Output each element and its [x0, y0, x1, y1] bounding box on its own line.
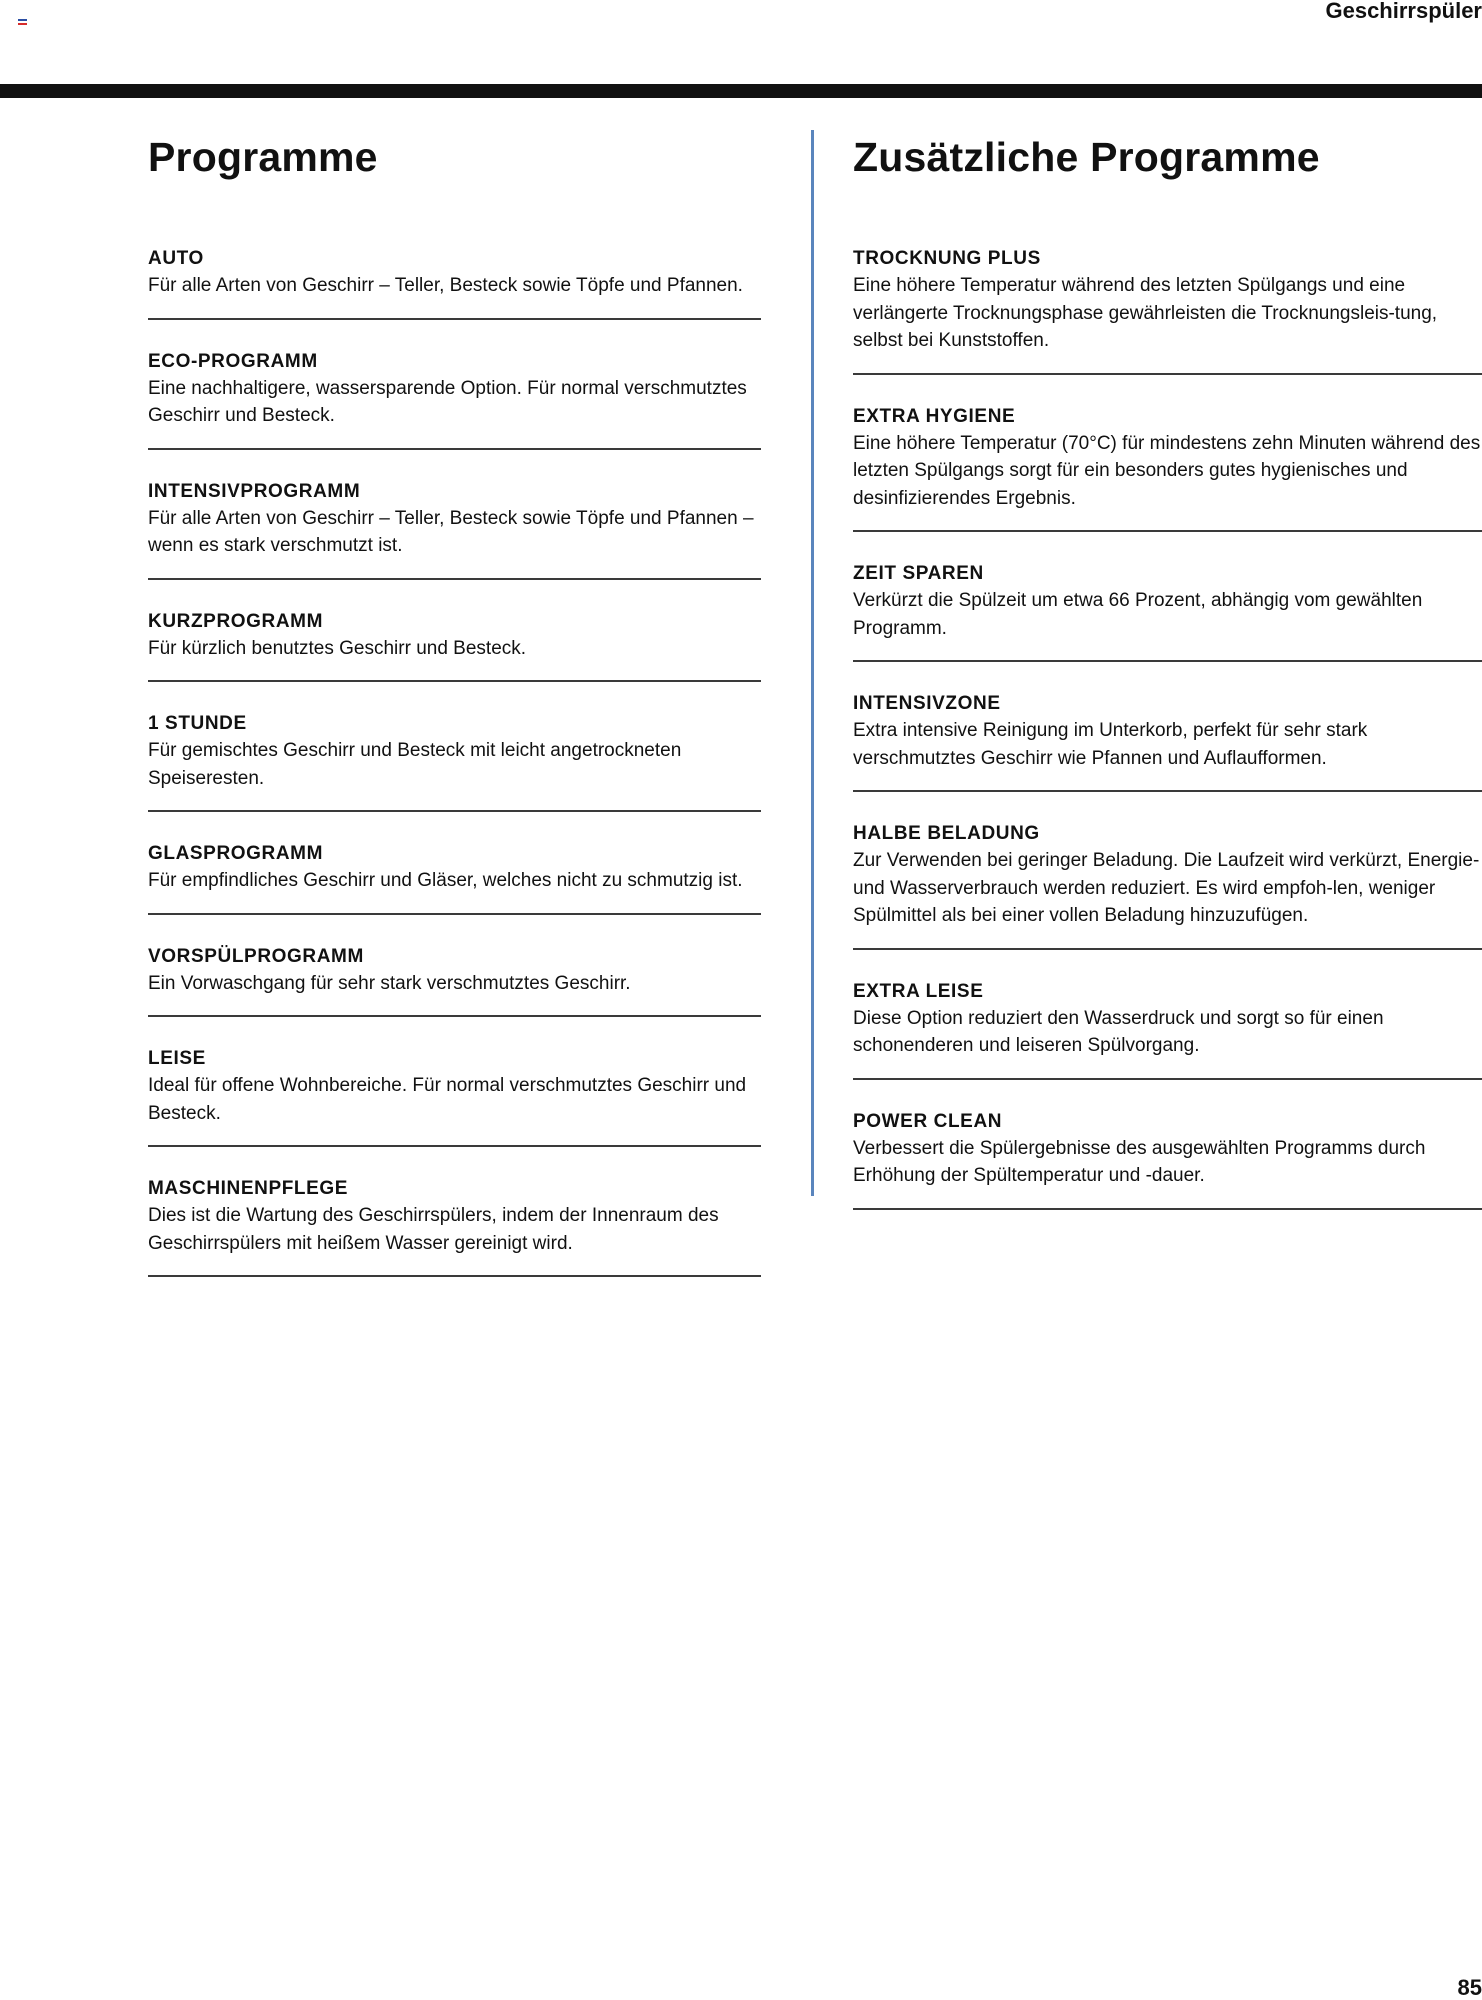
- additional-programs-title: Zusätzliche Programme: [853, 134, 1320, 180]
- column-divider: [811, 130, 814, 1196]
- program-description: Für kürzlich benutztes Geschirr und Besteck.: [148, 637, 527, 659]
- program-entry: [853, 978, 1482, 1080]
- program-title: INTENSIVPROGRAMM: [148, 480, 361, 502]
- program-title: ZEIT SPAREN: [853, 563, 984, 584]
- program-entry: [148, 710, 761, 812]
- program-entry: [148, 840, 761, 915]
- programs-list: [148, 245, 761, 1277]
- program-description: Eine höhere Temperatur (70°C) für mindestens zehn Minuten während des letzten Spülgangs sorgt für ein besonders gutes hygienisches und desinfizierendes Ergebnis.: [853, 432, 1481, 509]
- program-description: Extra intensive Reinigung im Unterkorb, perfekt für sehr stark verschmutztes Geschirr wie Pfannen und Auflaufformen.: [853, 720, 1368, 769]
- program-entry: [148, 1045, 761, 1147]
- program-entry: [148, 608, 761, 683]
- program-entry: [148, 943, 761, 1018]
- header-title: Geschirrspüler: [1325, 0, 1482, 23]
- program-title: MASCHINENPFLEGE: [148, 1178, 349, 1199]
- program-description: Verkürzt die Spülzeit um etwa 66 Prozent, abhängig vom gewählten Programm.: [853, 590, 1423, 639]
- additional-programs-list: [853, 245, 1482, 1210]
- program-title: POWER CLEAN: [853, 1110, 1003, 1132]
- program-title: INTENSIVZONE: [853, 693, 1001, 714]
- page-number: 85: [1457, 1975, 1482, 2000]
- program-entry: [853, 403, 1482, 533]
- program-description: Ideal für offene Wohnbereiche. Für normal verschmutztes Geschirr und Besteck.: [148, 1075, 747, 1124]
- program-entry: [853, 560, 1482, 662]
- program-description: Für empfindliches Geschirr und Gläser, welches nicht zu schmutzig ist.: [148, 870, 743, 891]
- program-description: Ein Vorwaschgang für sehr stark verschmutztes Geschirr.: [148, 972, 631, 994]
- program-entry: [148, 348, 761, 450]
- program-entry: [853, 820, 1482, 950]
- program-description: Eine höhere Temperatur während des letzten Spülgangs und eine verlängerte Trocknungsphase gewährleisten die Trocknungsleis-tung, selbst bei Kunststoffen.: [853, 275, 1438, 351]
- program-description: Für alle Arten von Geschirr – Teller, Besteck sowie Töpfe und Pfannen – wenn es stark verschmutzt ist.: [148, 507, 754, 556]
- program-title: LEISE: [148, 1048, 206, 1069]
- flag-icon: [18, 19, 27, 25]
- programs-column: [148, 132, 761, 1305]
- program-description: Diese Option reduziert den Wasserdruck und sorgt so für einen schonenderen und leiseren Spülvorgang.: [853, 1007, 1384, 1056]
- program-description: Für gemischtes Geschirr und Besteck mit leicht angetrockneten Speiseresten.: [148, 740, 682, 789]
- program-description: Dies ist die Wartung des Geschirrspülers, indem der Innenraum des Geschirrspülers mit heißem Wasser gereinigt wird.: [148, 1205, 719, 1254]
- flag-stripe-bottom: [18, 23, 27, 25]
- program-title: 1 STUNDE: [148, 713, 247, 734]
- program-entry: [853, 1108, 1482, 1210]
- program-entry: [853, 245, 1482, 375]
- program-description: Eine nachhaltigere, wassersparende Option. Für normal verschmutztes Geschirr und Besteck.: [148, 377, 747, 426]
- program-title: HALBE BELADUNG: [853, 823, 1040, 844]
- program-title: EXTRA LEISE: [853, 980, 984, 1002]
- program-entry: [148, 478, 761, 580]
- program-entry: [853, 690, 1482, 792]
- program-title: TROCKNUNG PLUS: [853, 248, 1041, 269]
- header-bar: [0, 84, 1482, 98]
- program-entry: [148, 245, 761, 320]
- program-title: GLASPROGRAMM: [148, 843, 324, 864]
- additional-programs-column: [853, 132, 1482, 1238]
- program-title: ECO-PROGRAMM: [148, 350, 318, 372]
- program-title: AUTO: [148, 248, 204, 269]
- program-description: Für alle Arten von Geschirr – Teller, Besteck sowie Töpfe und Pfannen.: [148, 275, 743, 296]
- program-entry: [148, 1175, 761, 1277]
- program-title: VORSPÜLPROGRAMM: [148, 945, 364, 967]
- program-title: KURZPROGRAMM: [148, 610, 324, 632]
- programs-title: Programme: [148, 134, 378, 180]
- program-description: Zur Verwenden bei geringer Beladung. Die Laufzeit wird verkürzt, Energie- und Wasserverbrauch werden reduziert. Es wird empfoh-len, weniger Spülmittel als bei einer vollen Beladung hinzuzufügen.: [853, 850, 1480, 926]
- program-description: Verbessert die Spülergebnisse des ausgewählten Programms durch Erhöhung der Spültemperatur und -dauer.: [853, 1137, 1426, 1186]
- program-title: EXTRA HYGIENE: [853, 405, 1016, 427]
